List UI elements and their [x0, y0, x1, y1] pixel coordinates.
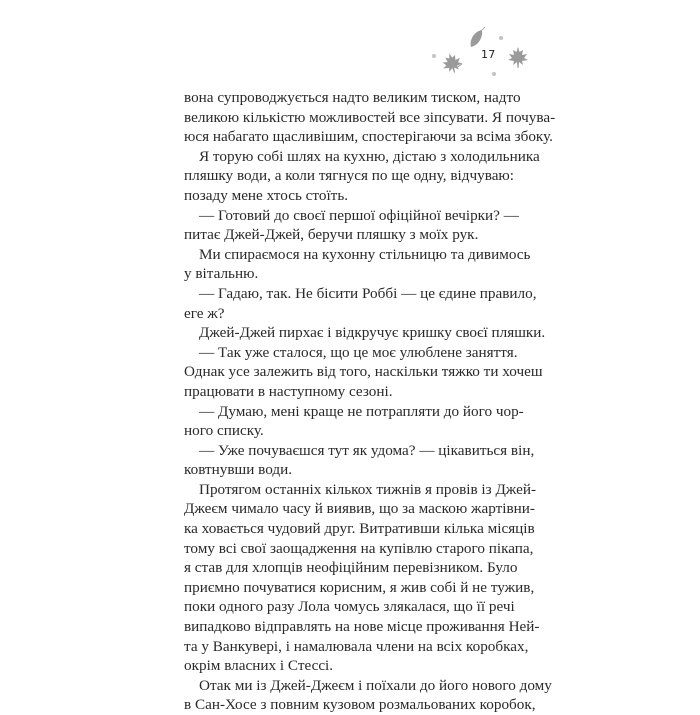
- paragraph: [184, 343, 543, 402]
- text-line: питає Джей-Джей, беручи пляшку з моїх рук.: [184, 226, 479, 244]
- text-line: пляшку води, а коли тягнуся по ще одну, відчуваю:: [184, 167, 514, 185]
- text-line: юся набагато щасливішим, спостерігаючи за всіма збоку.: [184, 128, 553, 146]
- paragraph: [184, 480, 540, 676]
- text-line: та у Ванкувері, і намалювала члени на всіх коробках,: [184, 637, 529, 655]
- decorative-dot: [499, 36, 503, 40]
- text-line: — Думаю, мені краще не потрапляти до його чор-: [199, 402, 524, 420]
- text-line: позаду мене хтось стоїть.: [184, 186, 349, 204]
- text-line: Джей-Джей пирхає і відкручує кришку своєї пляшки.: [199, 324, 546, 342]
- text-line: еге ж?: [184, 304, 225, 322]
- text-line: — Гадаю, так. Не бісити Роббі — це єдине правило,: [199, 284, 537, 302]
- page-header: [420, 22, 540, 82]
- text-line: вона супроводжується надто великим тиском, надто: [184, 89, 521, 106]
- body-text: [184, 88, 556, 715]
- text-line: Протягом останніх кількох тижнів я провів із Джей-: [199, 480, 537, 498]
- paragraph: [184, 441, 535, 480]
- paragraph: [184, 147, 540, 206]
- text-line: я став для хлопців неофіційним перевізником. Було: [184, 559, 518, 577]
- text-line: Однак усе залежить від того, наскільки тяжко ти хочеш: [184, 363, 543, 381]
- text-line: працювати в наступному сезоні.: [184, 382, 393, 400]
- leaf-icon: [467, 27, 487, 49]
- paragraph: [184, 245, 531, 284]
- decorative-dot: [432, 54, 436, 58]
- decorative-dot: [492, 72, 496, 76]
- text-line: великою кількістю можливостей все зіпсувати. Я почува-: [184, 108, 556, 126]
- text-line: — Уже почуваєшся тут як удома? — цікавиться він,: [199, 441, 535, 459]
- text-line: в Сан-Хосе з повним кузовом розмальованих коробок,: [184, 696, 536, 714]
- text-line: Я торую собі шлях на кухню, дістаю з холодильника: [199, 147, 540, 165]
- text-line: — Так уже сталося, що це моє улюблене заняття.: [199, 343, 518, 361]
- text-line: Ми спираємося на кухонну стільницю та дивимось: [199, 245, 531, 263]
- text-line: ковтнувши води.: [184, 461, 293, 479]
- page-number: 17: [481, 48, 496, 61]
- text-line: окрім власних і Стессі.: [184, 657, 334, 675]
- maple-leaf-icon: [506, 46, 530, 70]
- text-line: ка ховається чудовий друг. Витративши кілька місяців: [184, 520, 535, 538]
- paragraph: [184, 676, 552, 715]
- text-line: — Готовий до своєї першої офіційної вечірки? —: [199, 206, 519, 224]
- paragraph: [184, 402, 524, 441]
- text-line: ного списку.: [184, 422, 264, 440]
- text-line: тому всі свої заощадження на купівлю старого пікапа,: [184, 539, 534, 557]
- text-line: Отак ми із Джей-Джеєм і поїхали до його нового дому: [199, 676, 552, 694]
- paragraph: [184, 206, 519, 245]
- text-line: поки одного разу Лола чомусь злякалася, що її речі: [184, 598, 515, 616]
- paragraph: [184, 88, 556, 147]
- maple-leaf-icon: [440, 52, 464, 74]
- text-line: Джеєм чимало часу й виявив, що за маскою жартівни-: [184, 500, 535, 518]
- text-line: приємно почуватися корисним, я жив собі й не тужив,: [184, 578, 535, 596]
- text-line: у вітальню.: [184, 265, 259, 283]
- text-line: випадково відправлять на нове місце проживання Ней-: [184, 618, 540, 636]
- paragraph: [184, 323, 546, 343]
- paragraph: [184, 284, 537, 323]
